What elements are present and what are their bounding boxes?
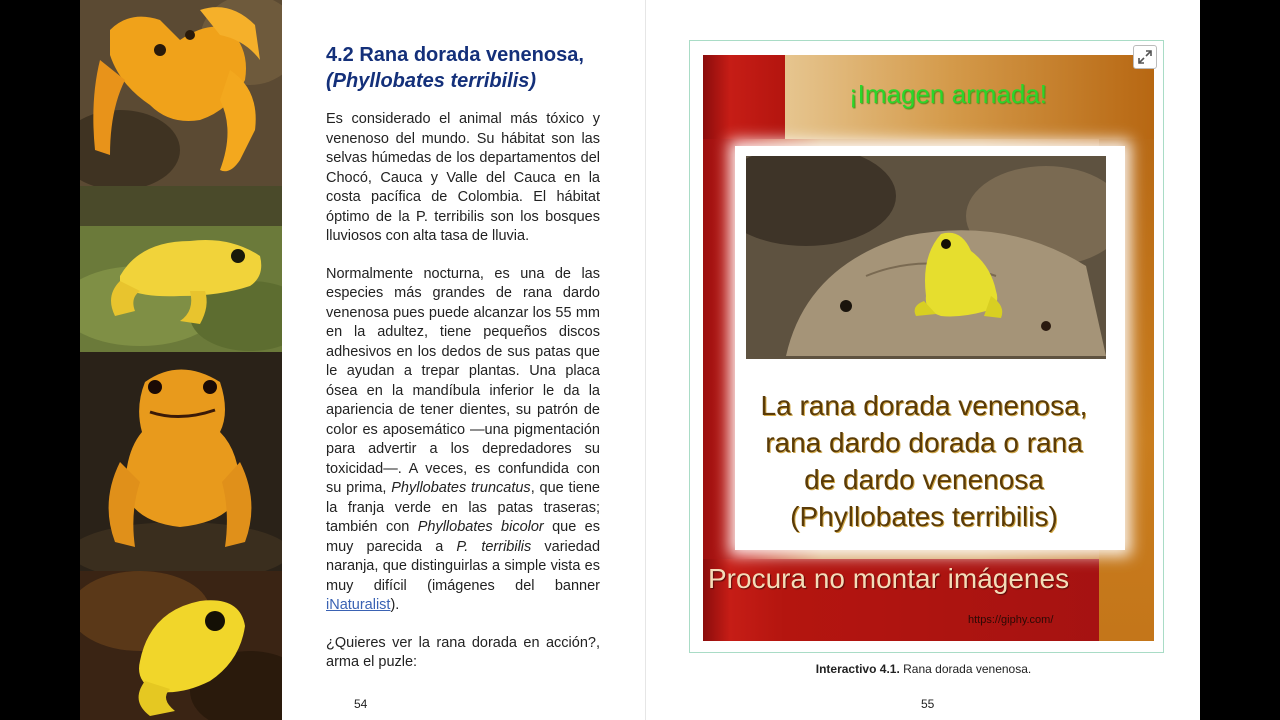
text-column (326, 42, 600, 673)
page-number-left: 54 (354, 697, 368, 711)
banner-photo-yellow-frog (80, 571, 282, 720)
puzzle-warning: Procura no montar imágenes (708, 563, 1070, 594)
puzzle-headline: ¡Imagen armada! (849, 79, 1047, 109)
card-line: (Phyllobates terribilis) (790, 501, 1058, 532)
banner-photo-orange-frog-front (80, 352, 282, 571)
card-line: La rana dorada venenosa, (760, 390, 1088, 421)
right-page (645, 0, 1200, 720)
card-description (739, 387, 1109, 535)
banner-photo-yellow-frog-moss (80, 186, 282, 352)
species-name: Phyllobates truncatus (391, 480, 531, 496)
caption-label: Interactivo 4.1. (815, 662, 900, 676)
card-line: de dardo venenosa (804, 464, 1044, 495)
card-line: rana dardo dorada o rana (765, 427, 1083, 458)
expand-button[interactable] (1133, 45, 1157, 69)
paragraph-text: Normalmente nocturna, es una de las especies más grandes de rana dardo venenosa pues puede alcanzar los 55 mm en la adultez, tiene pequeños discos adhesivos en los dedos de sus patas que le ayudan a trepar plantas. Una placa ósea en la mandíbula inferior le da la apariencia de tener dientes, su patrón de color es aposemático —una pigmentación para advertir a los depredadores su toxicidad—. A veces, es confundida con su prima, (326, 265, 600, 496)
paragraph-text: variedad naranja, que distinguirlas a simple vista es muy difícil (imágenes del banner (326, 538, 601, 594)
section-title-main: 4.2 Rana dorada venenosa, (326, 44, 584, 66)
image-credit: https://giphy.com/ (968, 614, 1054, 626)
paragraph-description (326, 265, 600, 616)
caption-text: Rana dorada venenosa. (899, 662, 1032, 676)
interactive-caption (646, 662, 1201, 676)
species-name: Phyllobates bicolor (417, 519, 544, 535)
species-name: P. terribilis (456, 538, 532, 555)
frog-banner (80, 0, 282, 720)
section-title (326, 42, 600, 94)
paragraph-habitat: Es considerado el animal más tóxico y venenoso del mundo. Su hábitat son las selvas húmedas de los departamentos del Chocó, Cauca y Valle del Cauca en la costa pacífica de Colombia. El hábitat óptimo de la P. terribilis son los bosques lluviosos con alta tasa de lluvia. (326, 111, 600, 244)
puzzle-image[interactable] (703, 55, 1154, 641)
inaturalist-link[interactable]: iNaturalist (326, 597, 391, 613)
puzzle-card (735, 146, 1125, 550)
paragraph-puzzle-prompt: ¿Quieres ver la rana dorada en acción?, arma el puzle: (326, 634, 600, 670)
paragraph-text: ). (390, 597, 400, 613)
left-page (80, 0, 645, 720)
expand-icon (1137, 49, 1153, 65)
page-number-right: 55 (921, 697, 935, 711)
banner-photo-orange-frog (80, 0, 282, 186)
section-title-scientific: (Phyllobates terribilis) (326, 70, 537, 92)
paragraph-text: , que tiene la franja verde en las patas traseras; también con (326, 480, 600, 535)
interactive-frame[interactable] (689, 40, 1164, 653)
paragraph-text: que es muy parecida a (326, 519, 600, 555)
card-frog-photo (746, 156, 1106, 359)
